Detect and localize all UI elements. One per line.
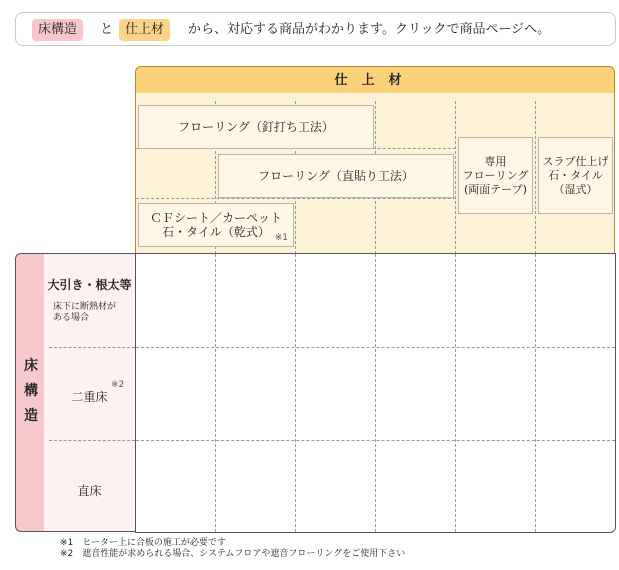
- finishing-material-area: [135, 93, 615, 254]
- finish-cf-sheet-label: ＣＦシート／カーペット: [149, 211, 282, 225]
- finishing-material-tag: 仕上材: [119, 19, 170, 41]
- footnote-2: ※2 遮音性能が求められる場合、システムフロアや遮音フローリングをご使用下さい: [60, 549, 406, 559]
- product-grid: [135, 253, 616, 533]
- finish-flooring-direct-label: フローリング（直貼り工法）: [258, 169, 414, 183]
- finish-dedicated-label-3: (両面テープ): [463, 182, 528, 196]
- finish-slab-label-2: 石・タイル: [548, 168, 603, 182]
- row-direct-floor-label: 直床: [77, 484, 102, 498]
- finish-flooring-direct[interactable]: [218, 154, 454, 198]
- finish-slab-label-3: （湿式）: [553, 182, 598, 196]
- row-note-marker-2: ※2: [111, 380, 125, 390]
- floor-header-char-1: 床: [24, 358, 38, 374]
- floor-structure-rows: [44, 253, 135, 532]
- instruction-banner: [15, 12, 616, 46]
- floor-header-char-2: 構: [24, 383, 38, 399]
- banner-instruction-text: から、対応する商品がわかります。クリックで商品ページへ。: [188, 22, 551, 37]
- row-joist-sublabel-2: ある場合: [53, 313, 90, 323]
- finish-slab-wet[interactable]: [538, 137, 613, 214]
- footnote-1: ※1 ヒーター上に合板の施工が必要です: [60, 538, 226, 548]
- floor-structure-tag: 床構造: [32, 19, 83, 41]
- finish-dedicated-label-1: 専用: [484, 154, 507, 168]
- floor-structure-header: [15, 253, 45, 532]
- row-joist-sublabel-1: 床下に断熱材が: [53, 302, 117, 312]
- floor-header-char-3: 造: [24, 408, 38, 424]
- banner-connector: と: [100, 22, 114, 37]
- row-joist-label: 大引き・根太等: [47, 278, 132, 292]
- row-joist-sublabel: [53, 302, 144, 324]
- finish-flooring-nailed-label: フローリング（釘打ち工法）: [178, 120, 334, 134]
- finish-dedicated-flooring[interactable]: [458, 137, 533, 214]
- finish-slab-label-1: スラブ仕上げ: [542, 154, 609, 168]
- finish-note-marker-1: ※1: [274, 233, 288, 243]
- row-double-floor-label: 二重床: [71, 390, 108, 404]
- finish-cf-sheet-carpet[interactable]: [138, 203, 294, 247]
- finish-dedicated-label-2: フローリング: [462, 168, 529, 182]
- finish-stone-tile-dry-label: 石・タイル（乾式）: [162, 225, 270, 239]
- finishing-material-header: 仕上材: [135, 66, 615, 94]
- finish-flooring-nailed[interactable]: [138, 105, 374, 149]
